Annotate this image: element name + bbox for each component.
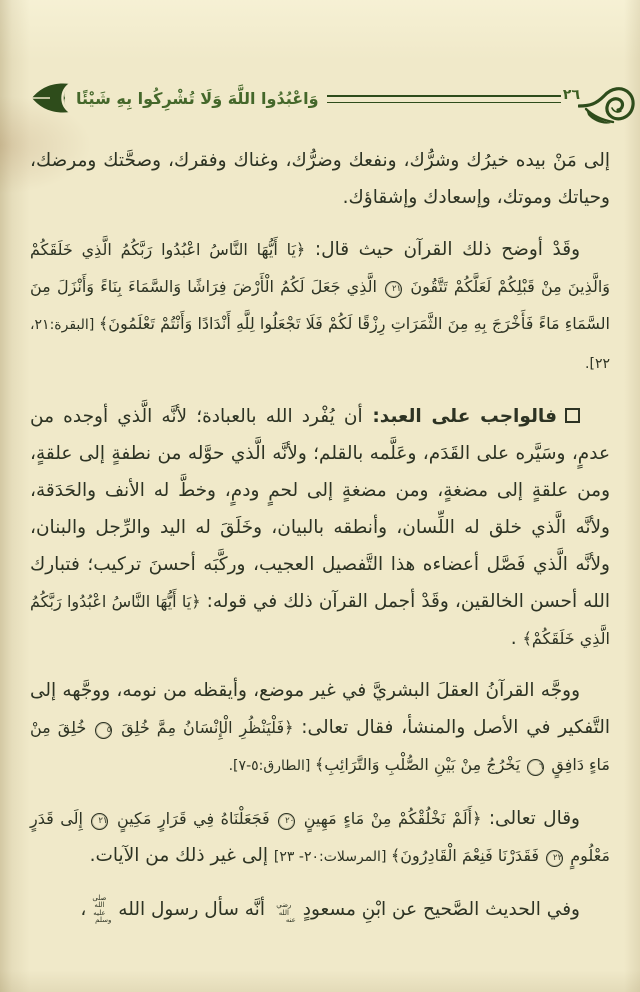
- swirl-ornament-icon: [578, 75, 636, 131]
- body-text: وفي الحديث الصَّحيح عن ابْنِ مسعودٍ: [296, 899, 580, 920]
- verse-number-badge: ٢٠: [278, 813, 295, 830]
- verse-number-badge: ٦: [527, 759, 544, 776]
- body-text: .: [510, 628, 523, 649]
- paragraph: [30, 891, 610, 928]
- verse-number-badge: ٢١: [91, 813, 108, 830]
- quran-verse-text: خُلِقَ مِنْ مَاءٍ دَافِقٍ: [30, 718, 610, 774]
- body-text: وقال تعالى:: [481, 808, 580, 829]
- header-quran-quote: وَاعْبُدُوا اللَّهَ وَلَا تُشْرِكُوا بِهِ شَيْئًا: [76, 89, 319, 109]
- body-text: ،: [80, 899, 87, 920]
- quran-verse-text: فَجَعَلْنَاهُ فِي قَرَارٍ مَكِينٍ: [110, 809, 277, 828]
- paragraph: [30, 398, 610, 657]
- quran-verse-text: ﴿يَا أَيُّهَا النَّاسُ اعْبُدُوا رَبَّكُمُ الَّذِي خَلَقَكُمْ﴾: [30, 592, 610, 648]
- quran-verse-text: إِلَى قَدَرٍ مَعْلُومٍ: [30, 809, 610, 865]
- body-text: أن يُفْرد الله بالعبادة؛ لأنَّه الَّذي أوجده من عدمٍ، وسَيَّره على القَدَم، وعَلَّمه بالقلم؛ ولأنَّه الَّذي حوَّله من نطفةٍ إلى علقةٍ، ومن علقةٍ إلى مضغةٍ، ومن مضغةٍ إلى لحمٍ ودمٍ، وخطَّ له الأنف والحَدَقة، ولأنَّه الَّذي خلق له اللِّسان، وأنطقه بالبيان، وخَلَقَ له اليد والرِّجل والبنان، ولأنَّه الَّذي فَصَّل أعضاءه هذا التَّفصيل العجيب، وركَّبَه أحسنَ تركيب؛ فتبارك الله أحسن الخالقين، وقَدْ أجمل القرآن ذلك في قوله:: [30, 406, 610, 612]
- honorific-mark: صلى الله عليه وسلم: [92, 893, 112, 924]
- verse-reference: [الطارق:٥-٧].: [228, 758, 315, 774]
- body-text: أنَّه سأل رسول الله: [112, 899, 271, 920]
- body-text: وقَدْ أوضح ذلك القرآن حيث قال:: [305, 239, 581, 260]
- quran-verse-text: ﴿فَلْيَنْظُرِ الْإِنْسَانُ مِمَّ خُلِقَ: [114, 718, 294, 737]
- verse-reference: [المرسلات:٢٠- ٢٣]: [273, 849, 391, 865]
- page-number: ٢٦: [562, 87, 580, 103]
- body-text: إلى غير ذلك من الآيات.: [89, 845, 274, 866]
- paragraph: [30, 231, 610, 383]
- verse-number-badge: ٢١: [385, 281, 402, 298]
- paragraph: [30, 800, 610, 876]
- paragraph: [30, 672, 610, 785]
- body-text: إلى مَنْ بيده خيرُك وشرُّك، ونفعك وضرُّك، وغناك وفقرك، وصحَّتك ومرضك، وحياتك وموتك، وإسعادك وإشقاؤك.: [30, 150, 610, 208]
- bold-lead-text: فالواجب على العبد:: [362, 406, 557, 427]
- header-double-rule: [327, 95, 561, 103]
- body-text: ووجَّه القرآنُ العقلَ البشريَّ في غير موضع، وأيقظه من نومه، ووجَّهه إلى التَّفكير في الأصل والمنشأ، فقال تعالى:: [30, 680, 611, 738]
- verse-number-badge: ٢٢: [546, 850, 563, 867]
- page-body: [30, 142, 610, 943]
- paragraph: [30, 142, 610, 216]
- verse-number-badge: ٥: [95, 722, 112, 739]
- page-header: [30, 72, 636, 134]
- honorific-mark: رضي الله عنه: [276, 901, 296, 924]
- square-bullet: [565, 408, 580, 423]
- quran-verse-text: الَّذِي جَعَلَ لَكُمُ الْأَرْضَ فِرَاشًا وَالسَّمَاءَ بِنَاءً وَأَنْزَلَ مِنَ السَّمَاءِ مَاءً فَأَخْرَجَ بِهِ مِنَ الثَّمَرَاتِ رِزْقًا لَكُمْ فَلَا تَجْعَلُوا لِلَّهِ أَنْدَادًا وَأَنْتُمْ تَعْلَمُونَ﴾: [30, 277, 610, 333]
- leaf-ornament-icon: [30, 79, 72, 121]
- quran-verse-text: ﴿أَلَمْ نَخْلُقْكُمْ مِنْ مَاءٍ مَهِينٍ: [297, 809, 482, 828]
- quran-verse-text: يَخْرُجُ مِنْ بَيْنِ الصُّلْبِ وَالتَّرَائِبِ﴾: [314, 755, 526, 774]
- quran-verse-text: فَقَدَرْنَا فَنِعْمَ الْقَادِرُونَ﴾: [390, 846, 545, 865]
- verse-reference: [البقرة:٢١، ٢٢].: [30, 317, 610, 372]
- quran-verse-text: ﴿يَا أَيُّهَا النَّاسُ اعْبُدُوا رَبَّكُمُ الَّذِي خَلَقَكُمْ وَالَّذِينَ مِنْ قَبْلِكُمْ لَعَلَّكُمْ تَتَّقُونَ: [30, 240, 611, 296]
